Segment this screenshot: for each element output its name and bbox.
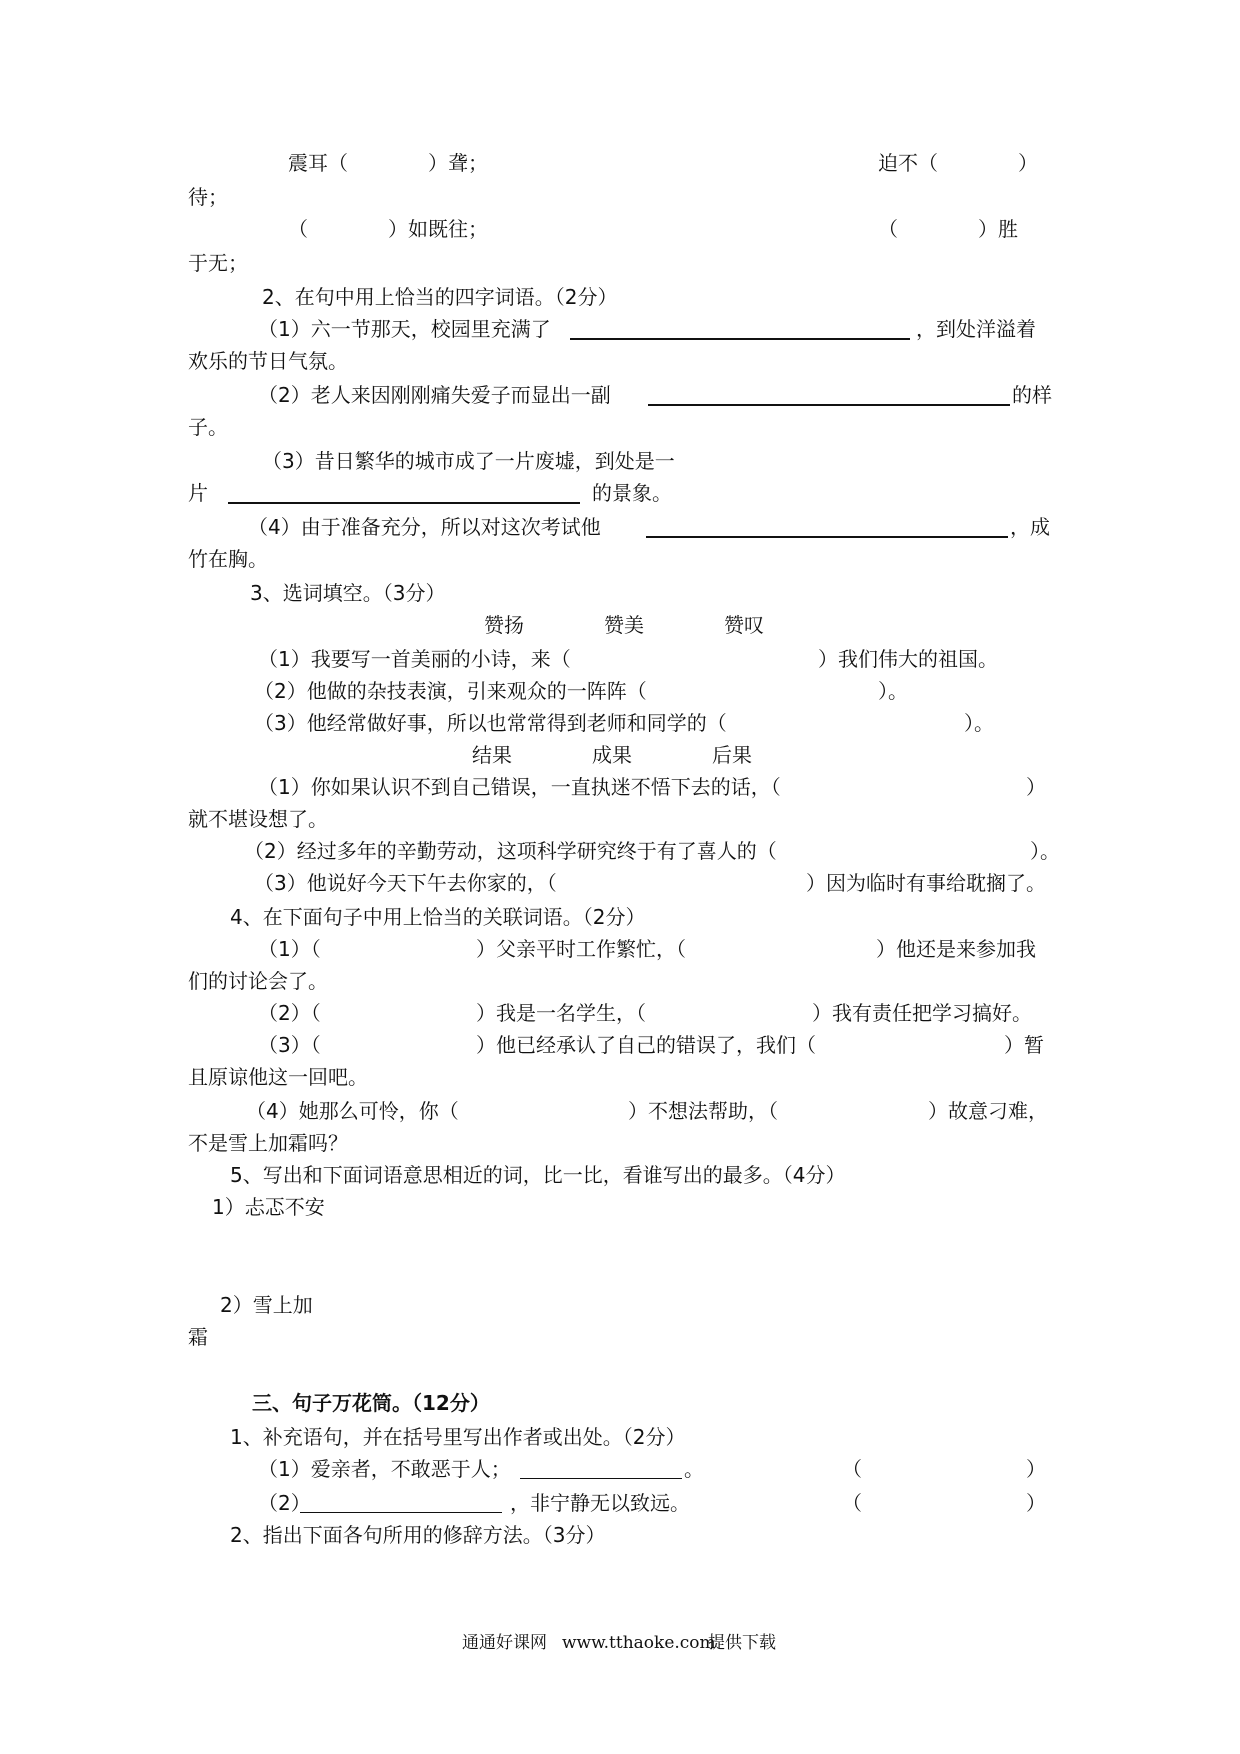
q4-s3-b: ）他已经承认了自己的错误了，我们（ (476, 1033, 816, 1057)
q3-g1-s1-end: ）我们伟大的祖国。 (818, 647, 998, 671)
s3-q1-s2-end: ，非宁静无以致远。 (510, 1491, 690, 1515)
footer-url[interactable]: www.tthaoke.com (562, 1633, 716, 1653)
idiom-3: （ ）如既往； (288, 217, 488, 241)
q4-heading: 4、在下面句子中用上恰当的关联词语。（2分） (230, 905, 646, 929)
q3-g2-s3-start: （3）他说好今天下午去你家的，（ (254, 871, 557, 895)
idiom-4: （ ）胜 (878, 217, 1018, 241)
q4-s3-wrap: 且原谅他这一回吧。 (188, 1065, 368, 1089)
q3-g1-s3-start: （3）他经常做好事，所以也常常得到老师和同学的（ (254, 711, 727, 735)
section-3-title: 三、句子万花筒。（12分） (252, 1391, 490, 1415)
q5-item-2: 2）雪上加 (220, 1293, 313, 1317)
q2-s1-blank[interactable] (570, 338, 910, 340)
idiom-4-wrap: 于无； (188, 251, 248, 275)
q2-s1-start: （1）六一节那天，校园里充满了 (258, 317, 551, 341)
q2-heading: 2、在句中用上恰当的四字词语。（2分） (262, 285, 618, 309)
q2-s1-end: ，到处洋溢着 (916, 317, 1036, 341)
q4-s1-a: （1）（ (258, 937, 321, 961)
q3-g1-s2-start: （2）他做的杂技表演，引来观众的一阵阵（ (254, 679, 647, 703)
q2-s4-wrap: 竹在胸。 (188, 547, 268, 571)
q5-item-1: 1）忐忑不安 (212, 1195, 325, 1219)
q5-heading: 5、写出和下面词语意思相近的词，比一比，看谁写出的最多。（4分） (230, 1163, 846, 1187)
q2-s2-end: 的样 (1012, 383, 1052, 407)
q3-word-5: 成果 (592, 743, 632, 767)
q3-g2-s2-start: （2）经过多年的辛勤劳动，这项科学研究终于有了喜人的（ (244, 839, 777, 863)
q2-s3-start: （3）昔日繁华的城市成了一片废墟，到处是一 (262, 449, 675, 473)
q3-g2-s3-end: ）因为临时有事给耽搁了。 (806, 871, 1046, 895)
idiom-1: 震耳（ ）聋； (288, 151, 488, 175)
s3-q1-s1-blank[interactable] (520, 1478, 682, 1479)
q2-s2-start: （2）老人来因刚刚痛失爱子而显出一副 (258, 383, 611, 407)
q3-g2-s1-start: （1）你如果认识不到自己错误，一直执迷不悟下去的话，（ (258, 775, 781, 799)
q3-g2-s1-wrap: 就不堪设想了。 (188, 807, 328, 831)
s3-q1-s2-start: （2） (258, 1491, 311, 1515)
s3-q1-s1-source-open: （ (842, 1457, 862, 1481)
s3-q1-heading: 1、补充语句，并在括号里写出作者或出处。（2分） (230, 1425, 686, 1449)
idiom-2-wrap: 待； (188, 185, 228, 209)
q4-s3-c: ）暂 (1004, 1033, 1044, 1057)
q3-g1-s2-end: ）。 (878, 679, 908, 703)
q3-g2-s1-end: ） (1026, 775, 1046, 799)
idiom-2: 迫不（ ） (878, 151, 1038, 175)
s3-q1-s1-end: 。 (684, 1457, 704, 1481)
q3-heading: 3、选词填空。（3分） (250, 581, 446, 605)
q2-s1-wrap: 欢乐的节日气氛。 (188, 349, 348, 373)
s3-q1-s1-source-close: ） (1026, 1457, 1046, 1481)
q3-word-3: 赞叹 (724, 613, 764, 637)
q4-s3-a: （3）（ (258, 1033, 321, 1057)
q3-g2-s2-end: ）。 (1030, 839, 1060, 863)
q4-s1-c: ）他还是来参加我 (876, 937, 1036, 961)
q2-s2-wrap: 子。 (188, 415, 228, 439)
footer-action: 提供下载 (708, 1633, 776, 1653)
q3-g1-s1-start: （1）我要写一首美丽的小诗，来（ (258, 647, 571, 671)
q2-s4-end: ，成 (1010, 515, 1050, 539)
q4-s2-a: （2）（ (258, 1001, 321, 1025)
q3-g1-s3-end: ）。 (964, 711, 994, 735)
s3-q1-s2-source-close: ） (1026, 1491, 1046, 1515)
q3-word-1: 赞扬 (484, 613, 524, 637)
q2-s2-blank[interactable] (648, 404, 1010, 406)
q4-s1-wrap: 们的讨论会了。 (188, 969, 328, 993)
q3-word-4: 结果 (472, 743, 512, 767)
q4-s1-b: ）父亲平时工作繁忙，（ (476, 937, 686, 961)
q4-s4-wrap: 不是雪上加霜吗？ (188, 1131, 348, 1155)
q4-s2-c: ）我有责任把学习搞好。 (812, 1001, 1032, 1025)
s3-q1-s1-start: （1）爱亲者，不敢恶于人； (258, 1457, 511, 1481)
q3-word-6: 后果 (712, 743, 752, 767)
s3-q1-s2-source-open: （ (842, 1491, 862, 1515)
q2-s4-blank[interactable] (646, 536, 1008, 538)
q4-s4-b: ）不想法帮助，（ (628, 1099, 778, 1123)
footer-site-name: 通通好课网 (462, 1633, 547, 1653)
q2-s3-blank[interactable] (228, 502, 580, 504)
s3-q2-heading: 2、指出下面各句所用的修辞方法。（3分） (230, 1523, 606, 1547)
q5-item-2-wrap: 霜 (188, 1325, 208, 1349)
q4-s2-b: ）我是一名学生，（ (476, 1001, 646, 1025)
q2-s3-wrap-start: 片 (188, 481, 208, 505)
q2-s3-wrap-end: 的景象。 (592, 481, 672, 505)
q3-word-2: 赞美 (604, 613, 644, 637)
s3-q1-s2-blank[interactable] (300, 1512, 502, 1513)
q4-s4-c: ）故意刁难， (928, 1099, 1048, 1123)
q2-s4-start: （4）由于准备充分，所以对这次考试他 (248, 515, 601, 539)
q4-s4-a: （4）她那么可怜，你（ (246, 1099, 459, 1123)
